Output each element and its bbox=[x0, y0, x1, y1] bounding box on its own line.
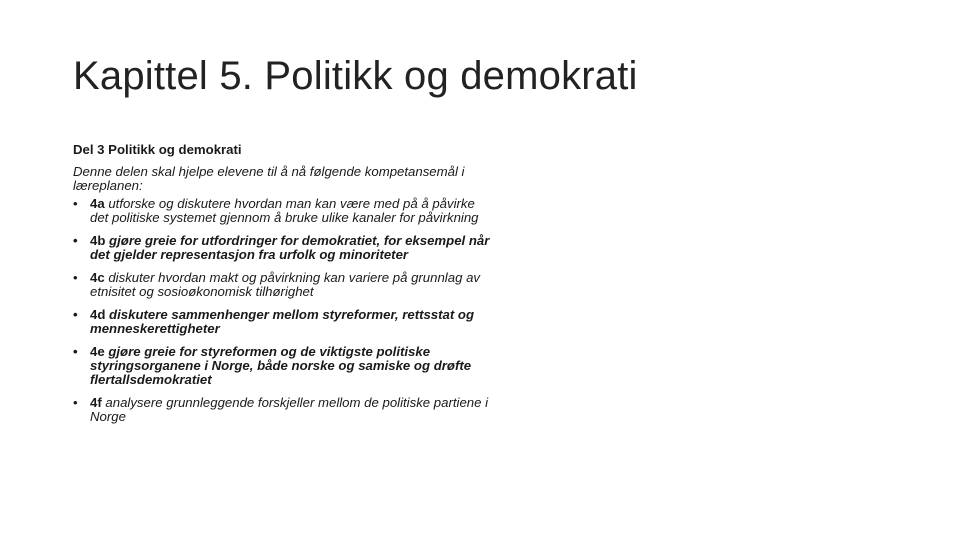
goal-text: utforske og diskutere hvordan man kan være med på å påvirke det politiske systemet gjennom å bruke ulike kanaler for påvirkning bbox=[90, 196, 479, 225]
content-body bbox=[73, 143, 493, 433]
goal-text: analysere grunnleggende forskjeller mellom de politiske partiene i Norge bbox=[90, 395, 489, 424]
goal-text: gjøre greie for styreformen og de viktigste politiske styringsorganene i Norge, både norske og samiske og drøfte flertallsdemokratiet bbox=[90, 344, 472, 387]
goal-code: 4d bbox=[90, 307, 106, 322]
slide-title: Kapittel 5. Politikk og demokrati bbox=[73, 54, 638, 98]
section-subtitle: Del 3 Politikk og demokrati bbox=[73, 142, 242, 157]
list-item bbox=[73, 197, 493, 225]
intro-text: Denne delen skal hjelpe elevene til å nå følgende kompetansemål i læreplanen: bbox=[73, 164, 465, 193]
goal-code: 4b bbox=[90, 233, 106, 248]
goal-code: 4e bbox=[90, 344, 105, 359]
goal-code: 4a bbox=[90, 196, 105, 211]
goal-text: diskuter hvordan makt og påvirkning kan variere på grunnlag av etnisitet og sosioøkonomisk tilhørighet bbox=[90, 270, 480, 299]
goal-code: 4c bbox=[90, 270, 105, 285]
list-item bbox=[73, 396, 493, 424]
list-item bbox=[73, 345, 493, 387]
list-item bbox=[73, 234, 493, 262]
goals-list bbox=[73, 197, 493, 424]
goal-text: gjøre greie for utfordringer for demokratiet, for eksempel når det gjelder representasjon fra urfolk og minoriteter bbox=[90, 233, 490, 262]
goal-code: 4f bbox=[90, 395, 102, 410]
list-item bbox=[73, 271, 493, 299]
list-item bbox=[73, 308, 493, 336]
goal-text: diskutere sammenhenger mellom styreformer, rettsstat og menneskerettigheter bbox=[90, 307, 475, 336]
